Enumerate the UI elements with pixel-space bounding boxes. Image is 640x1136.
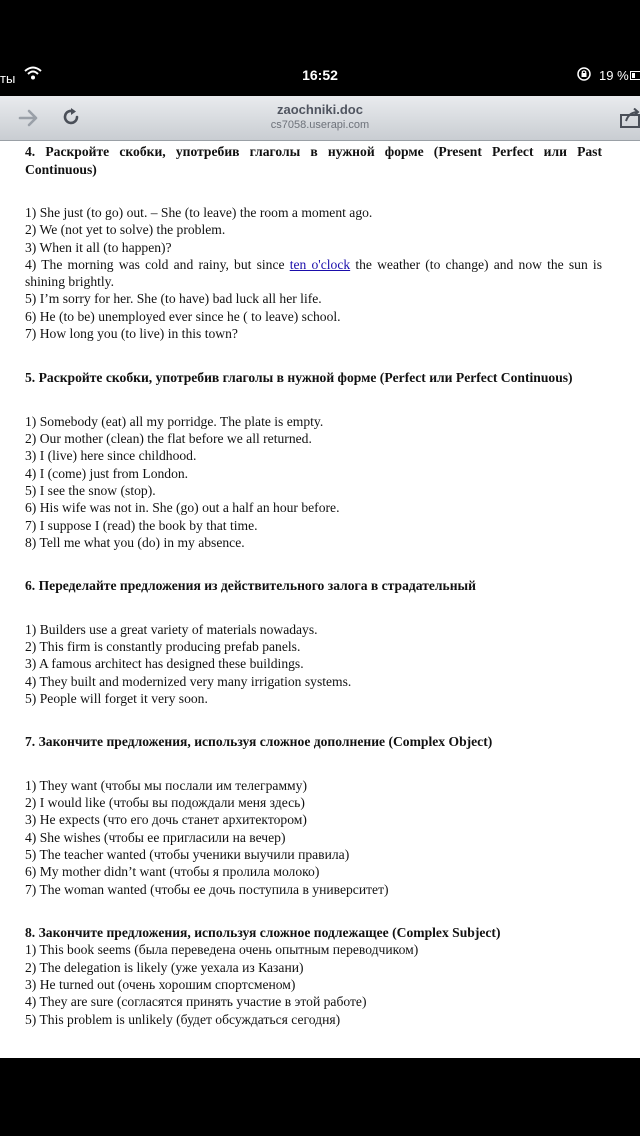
list-item-text: the weather (to change) and now the sun is shining brightly. [25, 256, 602, 290]
list-item: 3) When it all (to happen)? [25, 239, 172, 255]
bottom-bar [0, 1058, 640, 1136]
section-heading: 8. Закончите предложения, используя сложное подлежащее (Complex Subject) [25, 924, 501, 940]
list-item: 2) I would like (чтобы вы подождали меня здесь) [25, 795, 305, 811]
list-item: 7) How long you (to live) in this town? [25, 326, 238, 342]
list-item: 3) He turned out (очень хорошим спортсменом) [25, 976, 296, 992]
list-item: 4) They built and modernized very many irrigation systems. [25, 673, 352, 689]
list-item-text: 4) The morning was cold and rainy, but since [25, 256, 290, 272]
list-item: 2) The delegation is likely (уже уехала из Казани) [25, 959, 304, 975]
list-item: 5) The teacher wanted (чтобы ученики выучили правила) [25, 846, 350, 862]
list-item [25, 256, 602, 291]
list-item: 3) A famous architect has designed these buildings. [25, 656, 304, 672]
list-item: 2) Our mother (clean) the flat before we all returned. [25, 431, 312, 447]
exercise-list [25, 621, 602, 707]
time-link[interactable]: ten o'clock [289, 256, 351, 272]
list-item: 1) This book seems (была переведена очень опытным переводчиком) [25, 942, 419, 958]
list-item: 4) She wishes (чтобы ее пригласили на вечер) [25, 829, 286, 845]
browser-toolbar [0, 96, 640, 141]
section-heading: 5. Раскройте скобки, употребив глаголы в нужной форме (Perfect или Perfect Continuous) [25, 370, 573, 386]
list-item: 6) His wife was not in. She (go) out a half an hour before. [25, 500, 340, 516]
list-item: 1) Somebody (eat) all my porridge. The plate is empty. [25, 413, 324, 429]
rotation-lock-icon [577, 67, 591, 81]
exercise-list [25, 204, 602, 342]
exercise-list [25, 777, 602, 898]
list-item: 4) They are sure (согласятся принять участие в этой работе) [25, 994, 367, 1010]
list-item: 2) This firm is constantly producing prefab panels. [25, 639, 301, 655]
clock: 16:52 [302, 67, 338, 83]
list-item: 8) Tell me what you (do) in my absence. [25, 534, 245, 550]
list-item: 2) We (not yet to solve) the problem. [25, 222, 226, 238]
list-item: 5) This problem is unlikely (будет обсуждаться сегодня) [25, 1011, 341, 1027]
page-host[interactable]: cs7058.userapi.com [270, 119, 370, 131]
battery-percentage: 19 % [599, 68, 629, 83]
list-item: 1) Builders use a great variety of materials nowadays. [25, 621, 318, 637]
section-heading: 6. Переделайте предложения из действительного залога в страдательный [25, 578, 477, 594]
battery-icon [630, 71, 640, 80]
list-item: 5) I’m sorry for her. She (to have) bad luck all her life. [25, 291, 322, 307]
list-item: 1) She just (to go) out. – She (to leave) the room a moment ago. [25, 205, 373, 220]
list-item: 3) I (live) here since childhood. [25, 448, 197, 464]
exercise-list [25, 941, 602, 1027]
carrier-label: ты [0, 71, 16, 86]
list-item: 5) I see the snow (stop). [25, 483, 156, 499]
page-title[interactable]: zaochniki.doc [277, 102, 363, 117]
document-view[interactable] [0, 141, 640, 1058]
list-item: 4) I (come) just from London. [25, 465, 189, 481]
section-heading: 7. Закончите предложения, используя сложное дополнение (Complex Object) [25, 734, 493, 750]
share-icon[interactable] [620, 108, 640, 128]
list-item: 6) He (to be) unemployed ever since he ( to leave) school. [25, 308, 341, 324]
document-content [25, 141, 602, 1028]
list-item: 3) He expects (что его дочь станет архитектором) [25, 812, 307, 828]
section-heading: 4. Раскройте скобки, употребив глаголы в нужной форме (Present Perfect или Past Continuous) [25, 144, 602, 177]
list-item: 7) I suppose I (read) the book by that time. [25, 517, 258, 533]
list-item: 6) My mother didn’t want (чтобы я пролила молоко) [25, 864, 320, 880]
list-item: 1) They want (чтобы мы послали им телеграмму) [25, 777, 307, 793]
exercise-list [25, 413, 602, 551]
list-item: 7) The woman wanted (чтобы ее дочь поступила в университет) [25, 881, 389, 897]
status-bar [0, 0, 640, 86]
list-item: 5) People will forget it very soon. [25, 690, 208, 706]
